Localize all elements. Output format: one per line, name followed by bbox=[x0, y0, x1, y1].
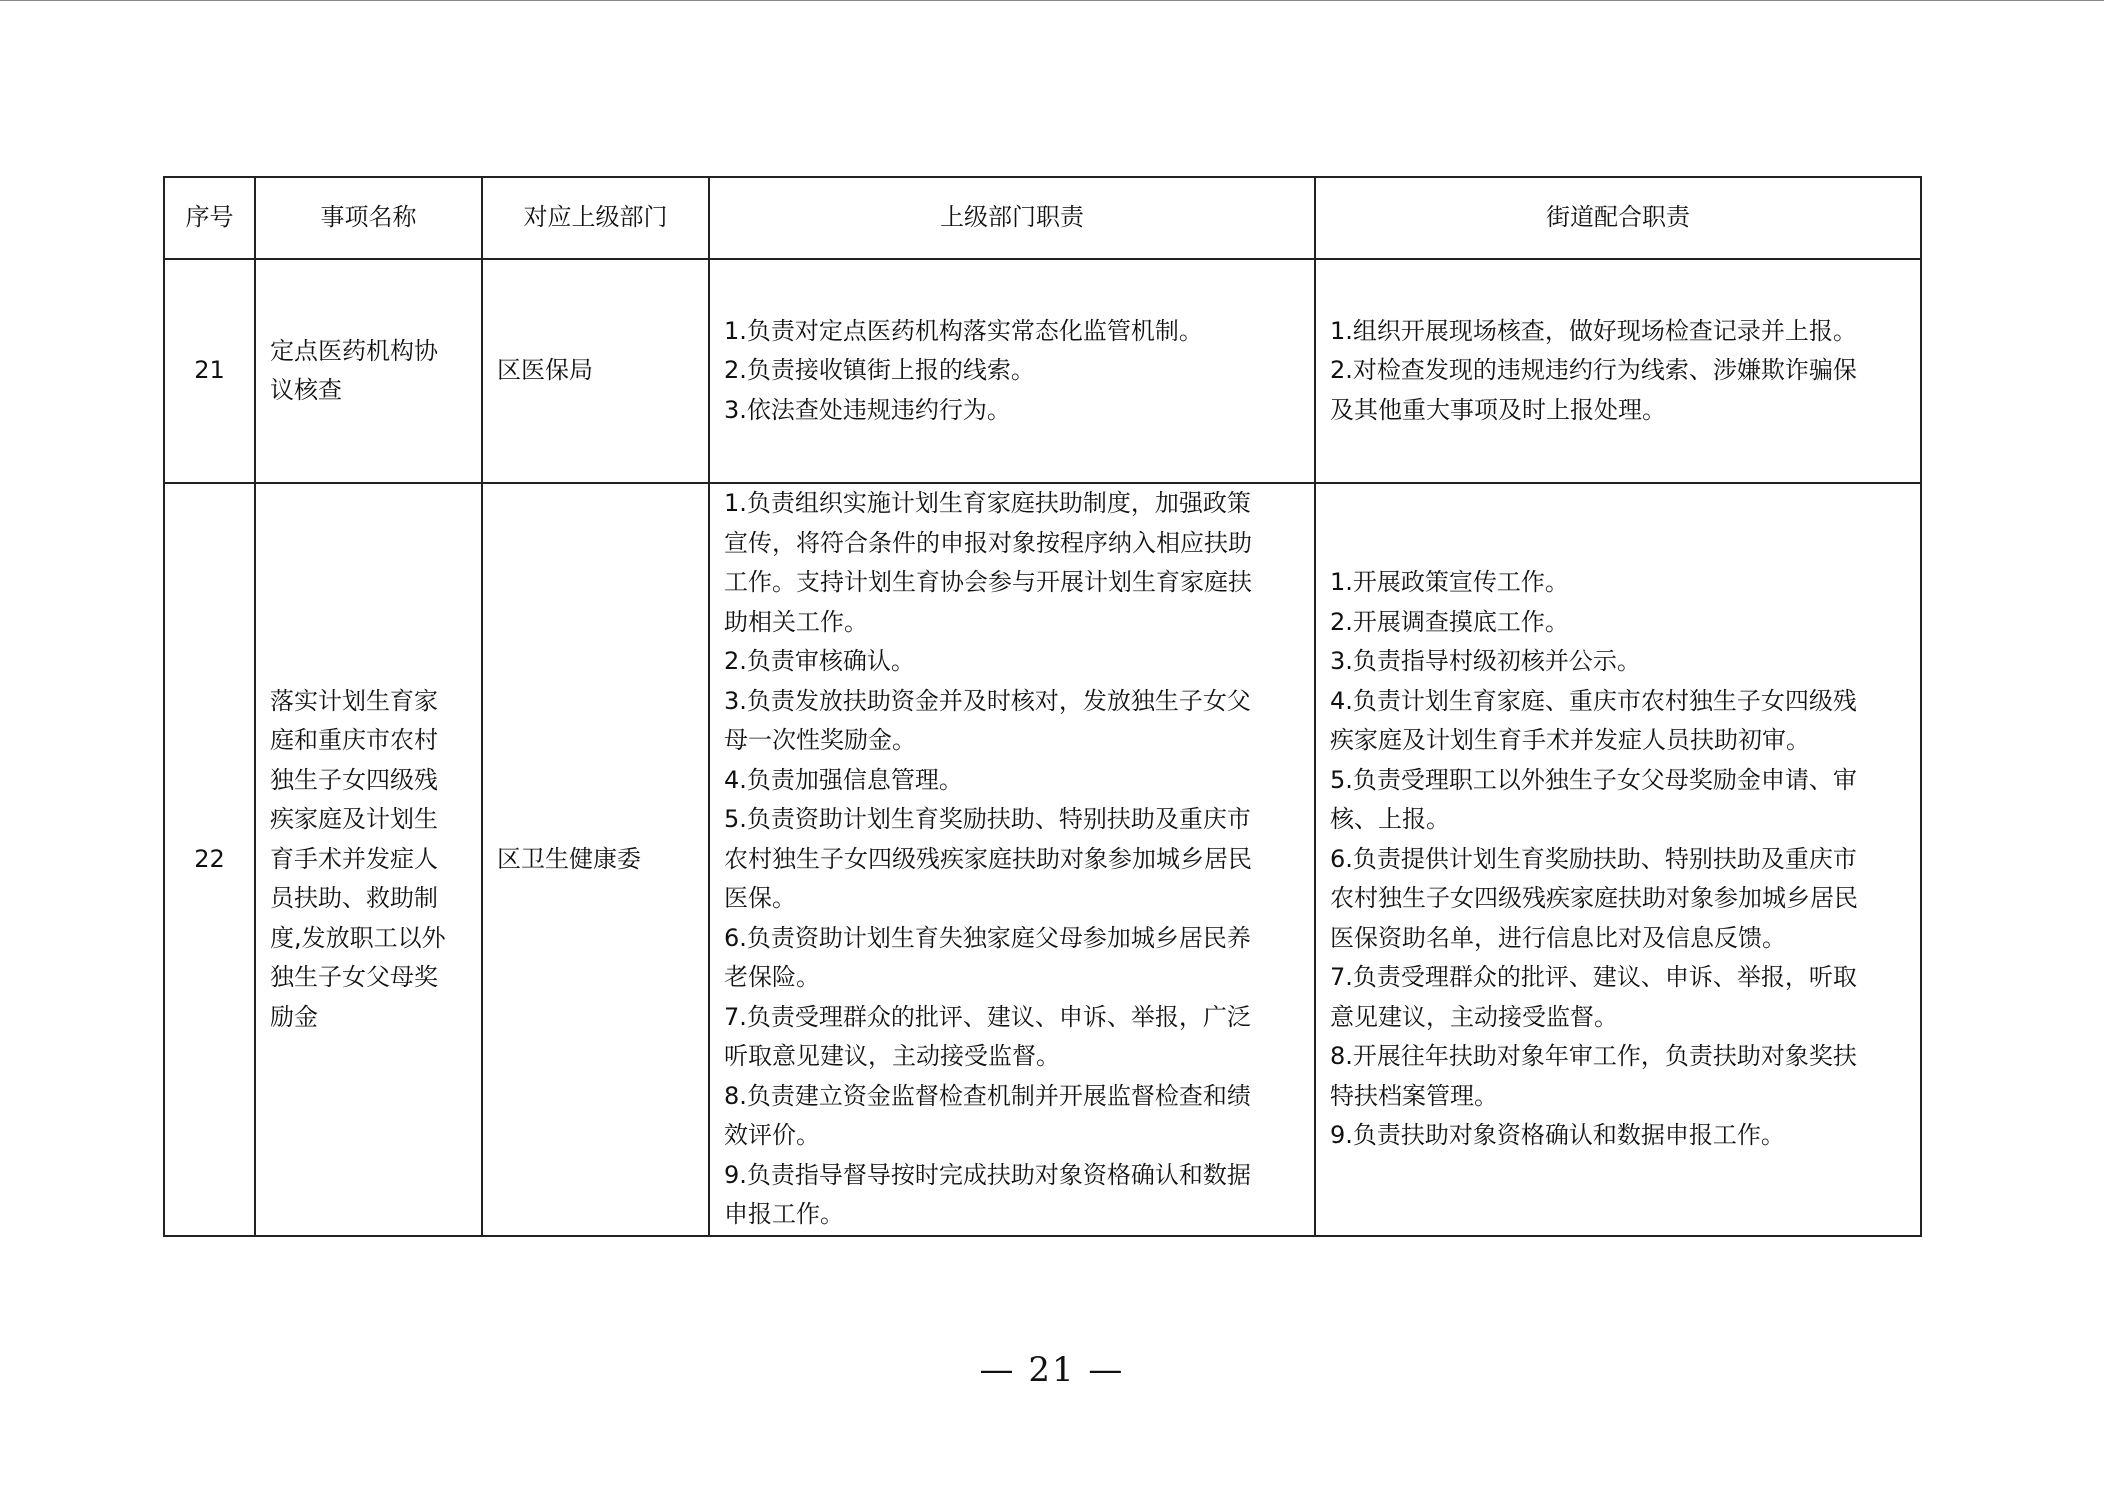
duty-line: 特扶档案管理。 bbox=[1330, 1081, 1498, 1110]
duty-line: 工作。支持计划生育协会参与开展计划生育家庭扶 bbox=[724, 568, 1252, 596]
street-duties-cell bbox=[1315, 259, 1921, 483]
upper-duties-cell bbox=[709, 259, 1315, 483]
duty-line: 母一次性奖励金。 bbox=[724, 726, 916, 754]
item-name-cell bbox=[255, 259, 482, 483]
duty-line: 9.负责指导督导按时完成扶助对象资格确认和数据 bbox=[724, 1160, 1251, 1189]
item-name-line: 落实计划生育家 bbox=[270, 686, 438, 715]
duty-line: 5.负责受理职工以外独生子女父母奖励金申请、审 bbox=[1330, 765, 1857, 794]
header-item-name: 事项名称 bbox=[255, 177, 482, 259]
item-name-line: 育手术并发症人 bbox=[270, 844, 438, 873]
duty-line: 意见建议，主动接受监督。 bbox=[1330, 1002, 1618, 1031]
duty-line: 7.负责受理群众的批评、建议、申诉、举报，广泛 bbox=[724, 1002, 1251, 1031]
dept-value: 区卫生健康委 bbox=[497, 844, 641, 873]
duty-line: 4.负责加强信息管理。 bbox=[724, 765, 963, 794]
dept-cell bbox=[482, 259, 709, 483]
header-street-duties: 街道配合职责 bbox=[1315, 177, 1921, 259]
item-name-line: 独生子女父母奖 bbox=[270, 963, 438, 991]
item-name-line: 独生子女四级残 bbox=[270, 765, 438, 794]
item-name-line: 度,发放职工以外 bbox=[270, 923, 446, 952]
seq-value: 21 bbox=[194, 356, 225, 385]
item-name-line: 庭和重庆市农村 bbox=[270, 726, 438, 754]
duty-line: 5.负责资助计划生育奖励扶助、特别扶助及重庆市 bbox=[724, 805, 1251, 833]
duty-line: 听取意见建议，主动接受监督。 bbox=[724, 1042, 1060, 1070]
seq-cell bbox=[164, 259, 255, 483]
duty-line: 2.对检查发现的违规违约行为线索、涉嫌欺诈骗保 bbox=[1330, 356, 1857, 385]
duty-line: 2.负责审核确认。 bbox=[724, 647, 915, 675]
header-upper-dept: 对应上级部门 bbox=[482, 177, 709, 259]
duty-line: 2.负责接收镇街上报的线索。 bbox=[724, 356, 1035, 385]
table-row bbox=[164, 483, 1921, 1236]
duty-line: 农村独生子女四级残疾家庭扶助对象参加城乡居民 bbox=[724, 844, 1252, 873]
duty-line: 宣传，将符合条件的申报对象按程序纳入相应扶助 bbox=[724, 528, 1252, 557]
seq-value: 22 bbox=[194, 844, 225, 873]
duty-line: 农村独生子女四级残疾家庭扶助对象参加城乡居民 bbox=[1330, 884, 1858, 912]
item-name-line: 议核查 bbox=[270, 376, 342, 404]
duty-line: 3.负责发放扶助资金并及时核对，发放独生子女父 bbox=[724, 686, 1251, 715]
duty-line: 申报工作。 bbox=[724, 1200, 844, 1228]
duty-line: 7.负责受理群众的批评、建议、申诉、举报，听取 bbox=[1330, 963, 1857, 991]
duty-line: 核、上报。 bbox=[1330, 805, 1450, 833]
duty-line: 疾家庭及计划生育手术并发症人员扶助初审。 bbox=[1330, 726, 1810, 754]
table-row bbox=[164, 259, 1921, 483]
duty-line: 效评价。 bbox=[724, 1121, 820, 1149]
duty-table bbox=[163, 176, 1922, 1237]
duty-line: 1.负责对定点医药机构落实常态化监管机制。 bbox=[724, 316, 1203, 345]
duty-line: 老保险。 bbox=[724, 963, 820, 991]
duty-line: 4.负责计划生育家庭、重庆市农村独生子女四级残 bbox=[1330, 686, 1857, 715]
duty-line: 6.负责提供计划生育奖励扶助、特别扶助及重庆市 bbox=[1330, 844, 1857, 873]
seq-cell bbox=[164, 483, 255, 1236]
duty-line: 医保资助名单，进行信息比对及信息反馈。 bbox=[1330, 923, 1786, 952]
duty-line: 1.组织开展现场核查，做好现场检查记录并上报。 bbox=[1330, 316, 1857, 345]
duty-line: 3.负责指导村级初核并公示。 bbox=[1330, 647, 1641, 675]
upper-duties-cell bbox=[709, 483, 1315, 1236]
header-upper-duties: 上级部门职责 bbox=[709, 177, 1315, 259]
duty-line: 及其他重大事项及时上报处理。 bbox=[1330, 395, 1666, 424]
dept-value: 区医保局 bbox=[497, 356, 593, 385]
duty-line: 8.负责建立资金监督检查机制并开展监督检查和绩 bbox=[724, 1081, 1251, 1110]
duty-line: 医保。 bbox=[724, 884, 796, 912]
item-name-line: 励金 bbox=[270, 1002, 318, 1031]
item-name-cell bbox=[255, 483, 482, 1236]
dept-cell bbox=[482, 483, 709, 1236]
duty-line: 9.负责扶助对象资格确认和数据申报工作。 bbox=[1330, 1121, 1785, 1149]
street-duties-cell bbox=[1315, 483, 1921, 1236]
duty-line: 1.负责组织实施计划生育家庭扶助制度，加强政策 bbox=[724, 489, 1251, 517]
top-border-line bbox=[0, 0, 2104, 1]
duty-line: 2.开展调查摸底工作。 bbox=[1330, 607, 1569, 636]
table-header-row bbox=[164, 177, 1921, 259]
duty-line: 8.开展往年扶助对象年审工作，负责扶助对象奖扶 bbox=[1330, 1042, 1857, 1070]
page-number: — 21 — bbox=[979, 1350, 1125, 1390]
item-name-line: 定点医药机构协 bbox=[270, 336, 438, 365]
duty-line: 6.负责资助计划生育失独家庭父母参加城乡居民养 bbox=[724, 923, 1251, 952]
item-name-line: 疾家庭及计划生 bbox=[270, 805, 438, 833]
duty-line: 1.开展政策宣传工作。 bbox=[1330, 568, 1569, 596]
header-seq: 序号 bbox=[164, 177, 255, 259]
item-name-line: 员扶助、救助制 bbox=[270, 884, 438, 912]
duty-line: 3.依法查处违规违约行为。 bbox=[724, 395, 1011, 424]
duty-line: 助相关工作。 bbox=[724, 607, 868, 636]
